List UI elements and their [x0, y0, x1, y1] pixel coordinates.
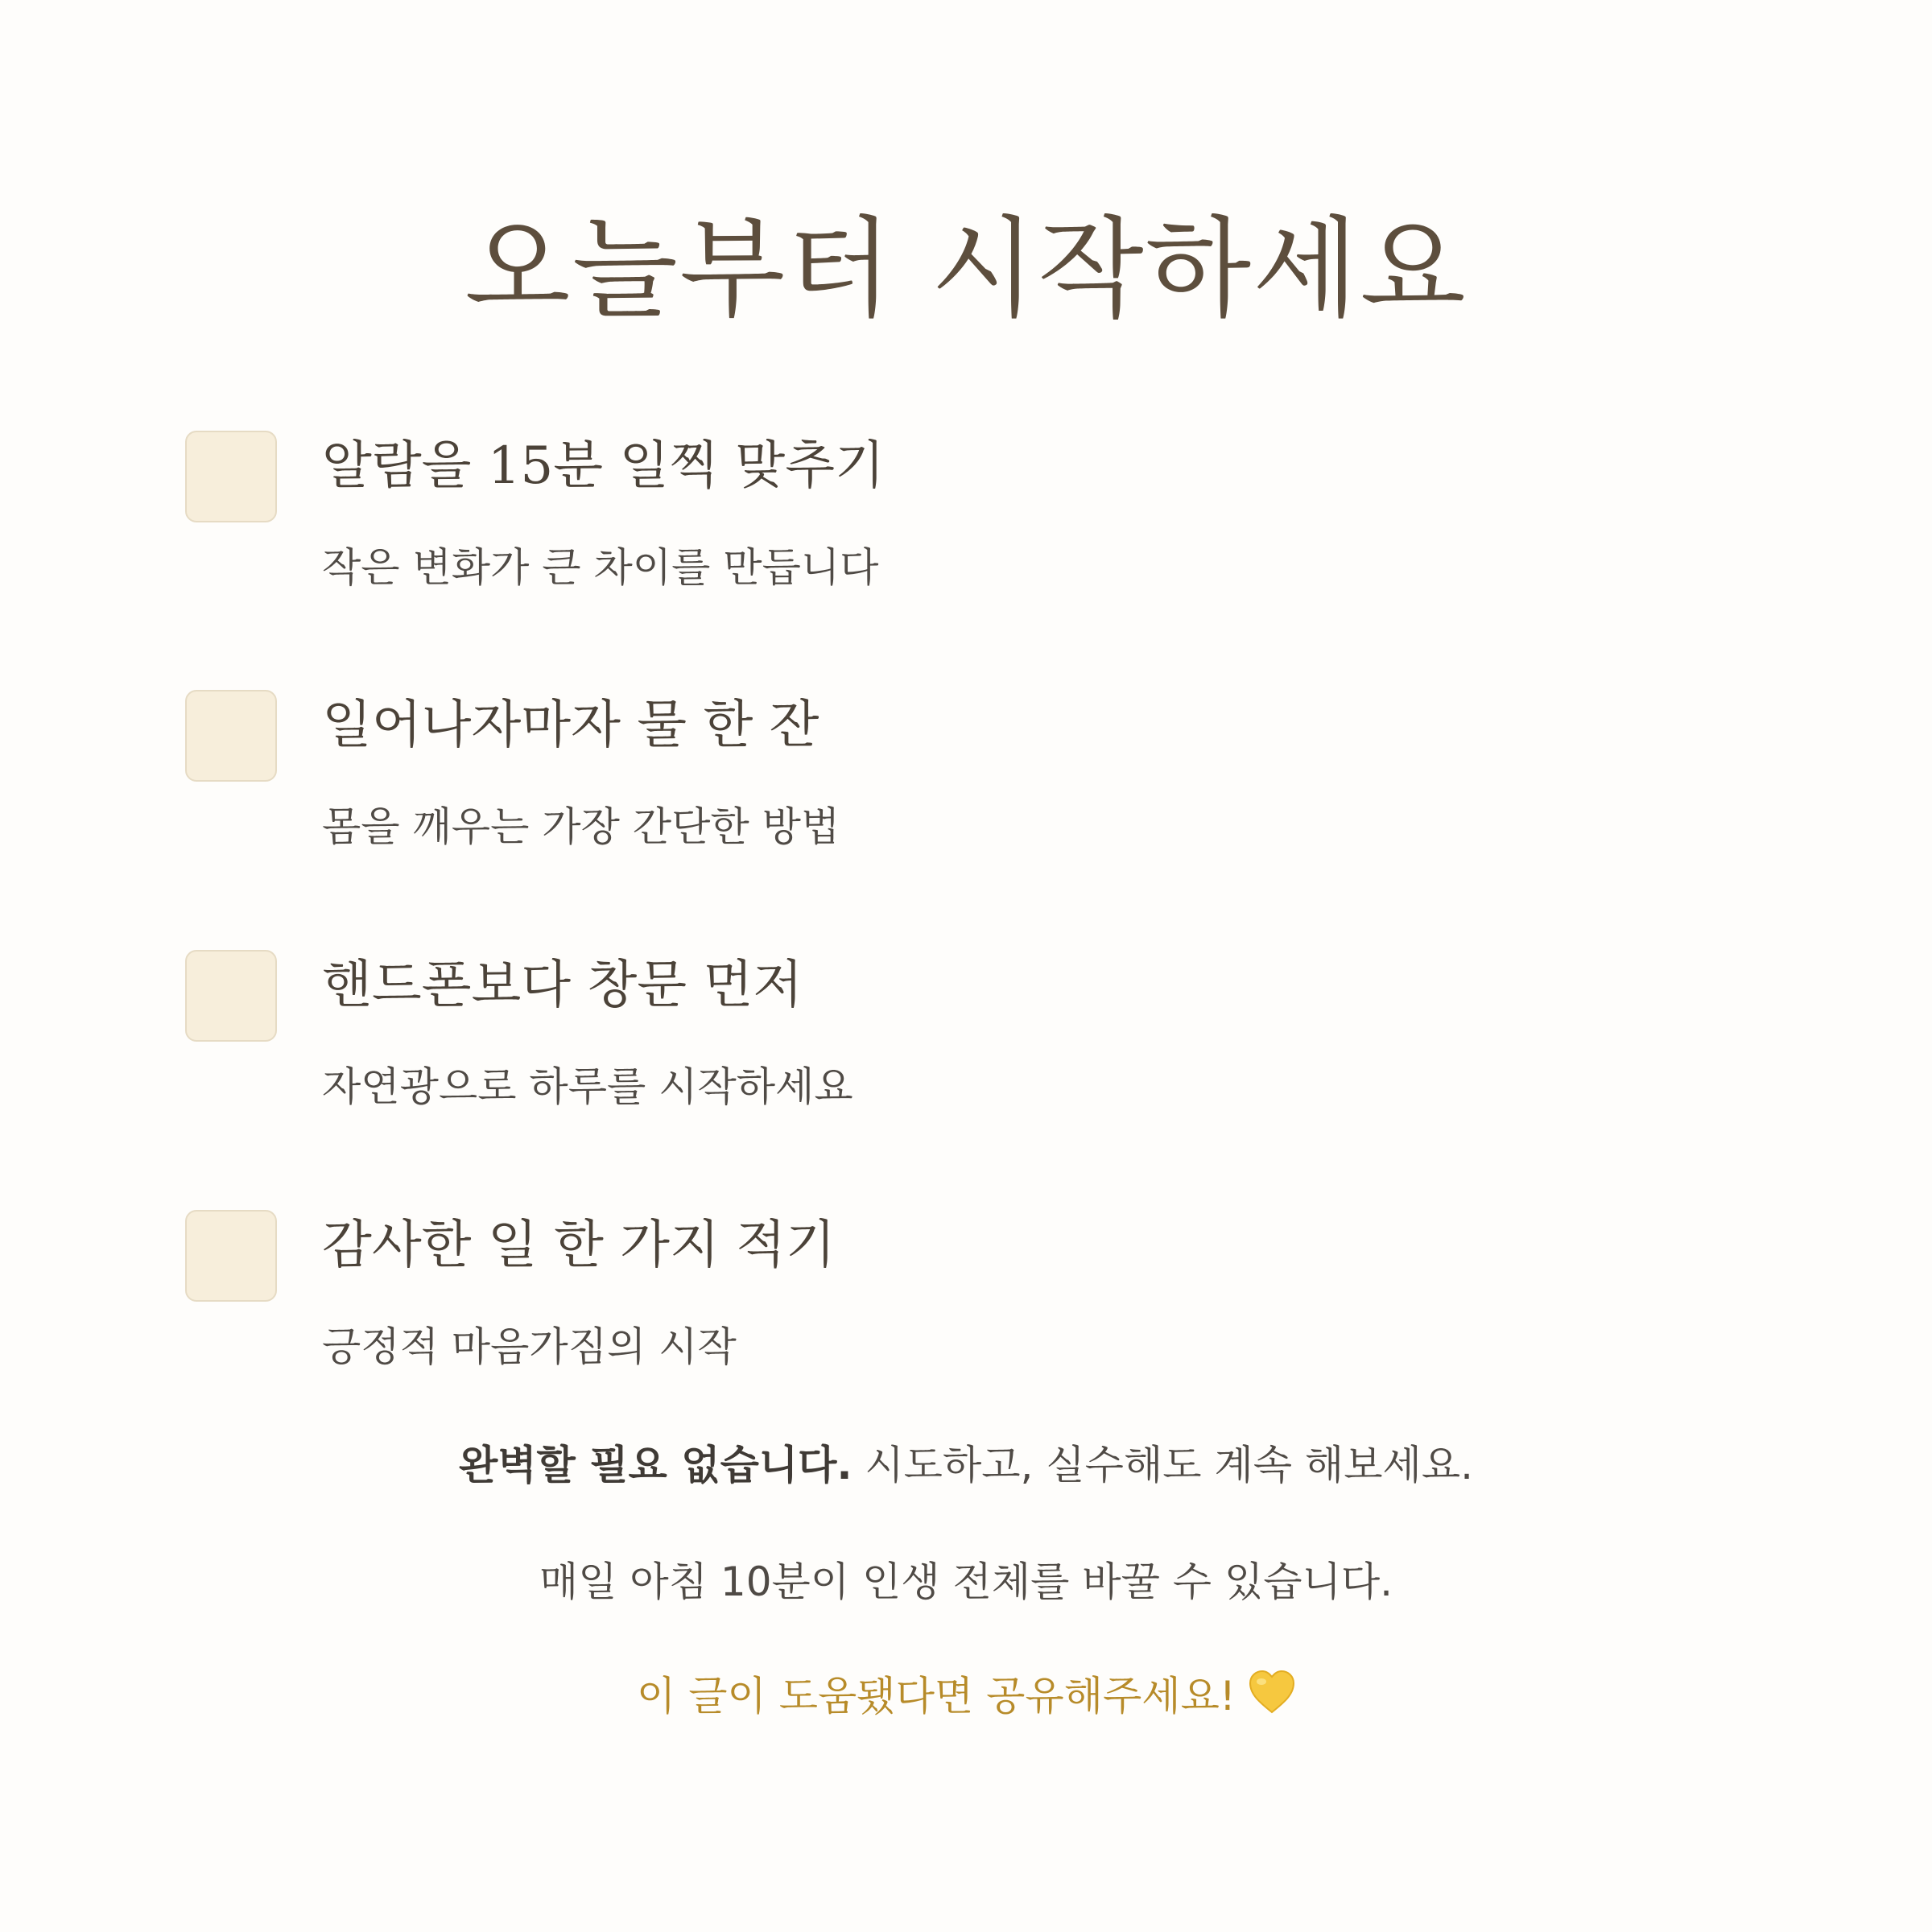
checklist-item — [0, 1210, 1932, 1419]
checklist-item-description: 몸을 깨우는 가장 간단한 방법 — [322, 803, 840, 850]
page-title: 오늘부터 시작하세요 — [464, 206, 1468, 333]
checklist-item-title: 감사한 일 한 가지 적기 — [322, 1216, 836, 1275]
checkbox[interactable] — [185, 690, 277, 782]
checklist-item-description: 자연광으로 하루를 시작하세요 — [322, 1063, 853, 1110]
yellow-heart-icon — [1249, 1670, 1295, 1728]
encouragement-bold: 완벽할 필요 없습니다. — [458, 1442, 852, 1488]
share-text: 이 글이 도움됐다면 공유해주세요! — [637, 1673, 1236, 1719]
checkbox[interactable] — [185, 431, 277, 522]
encouragement-rest: 시도하고, 실수해도 계속 해보세요. — [852, 1442, 1474, 1488]
checklist-item — [0, 431, 1932, 640]
checkbox[interactable] — [185, 950, 277, 1042]
checkbox[interactable] — [185, 1210, 277, 1302]
checklist-item-title: 알람을 15분 일찍 맞추기 — [322, 436, 885, 496]
checklist-item — [0, 950, 1932, 1159]
closing-text: 매일 아침 10분이 인생 전체를 바꿀 수 있습니다. — [539, 1558, 1393, 1605]
encouragement-text — [0, 1437, 1932, 1493]
checklist-item-title: 일어나자마자 물 한 잔 — [322, 696, 819, 755]
checklist-item — [0, 690, 1932, 899]
checklist-item-title: 핸드폰보다 창문 먼저 — [322, 956, 803, 1015]
share-prompt — [0, 1668, 1932, 1728]
checklist-item-description: 작은 변화가 큰 차이를 만듭니다 — [322, 544, 879, 591]
checklist-item-description: 긍정적 마음가짐의 시작 — [322, 1323, 737, 1370]
